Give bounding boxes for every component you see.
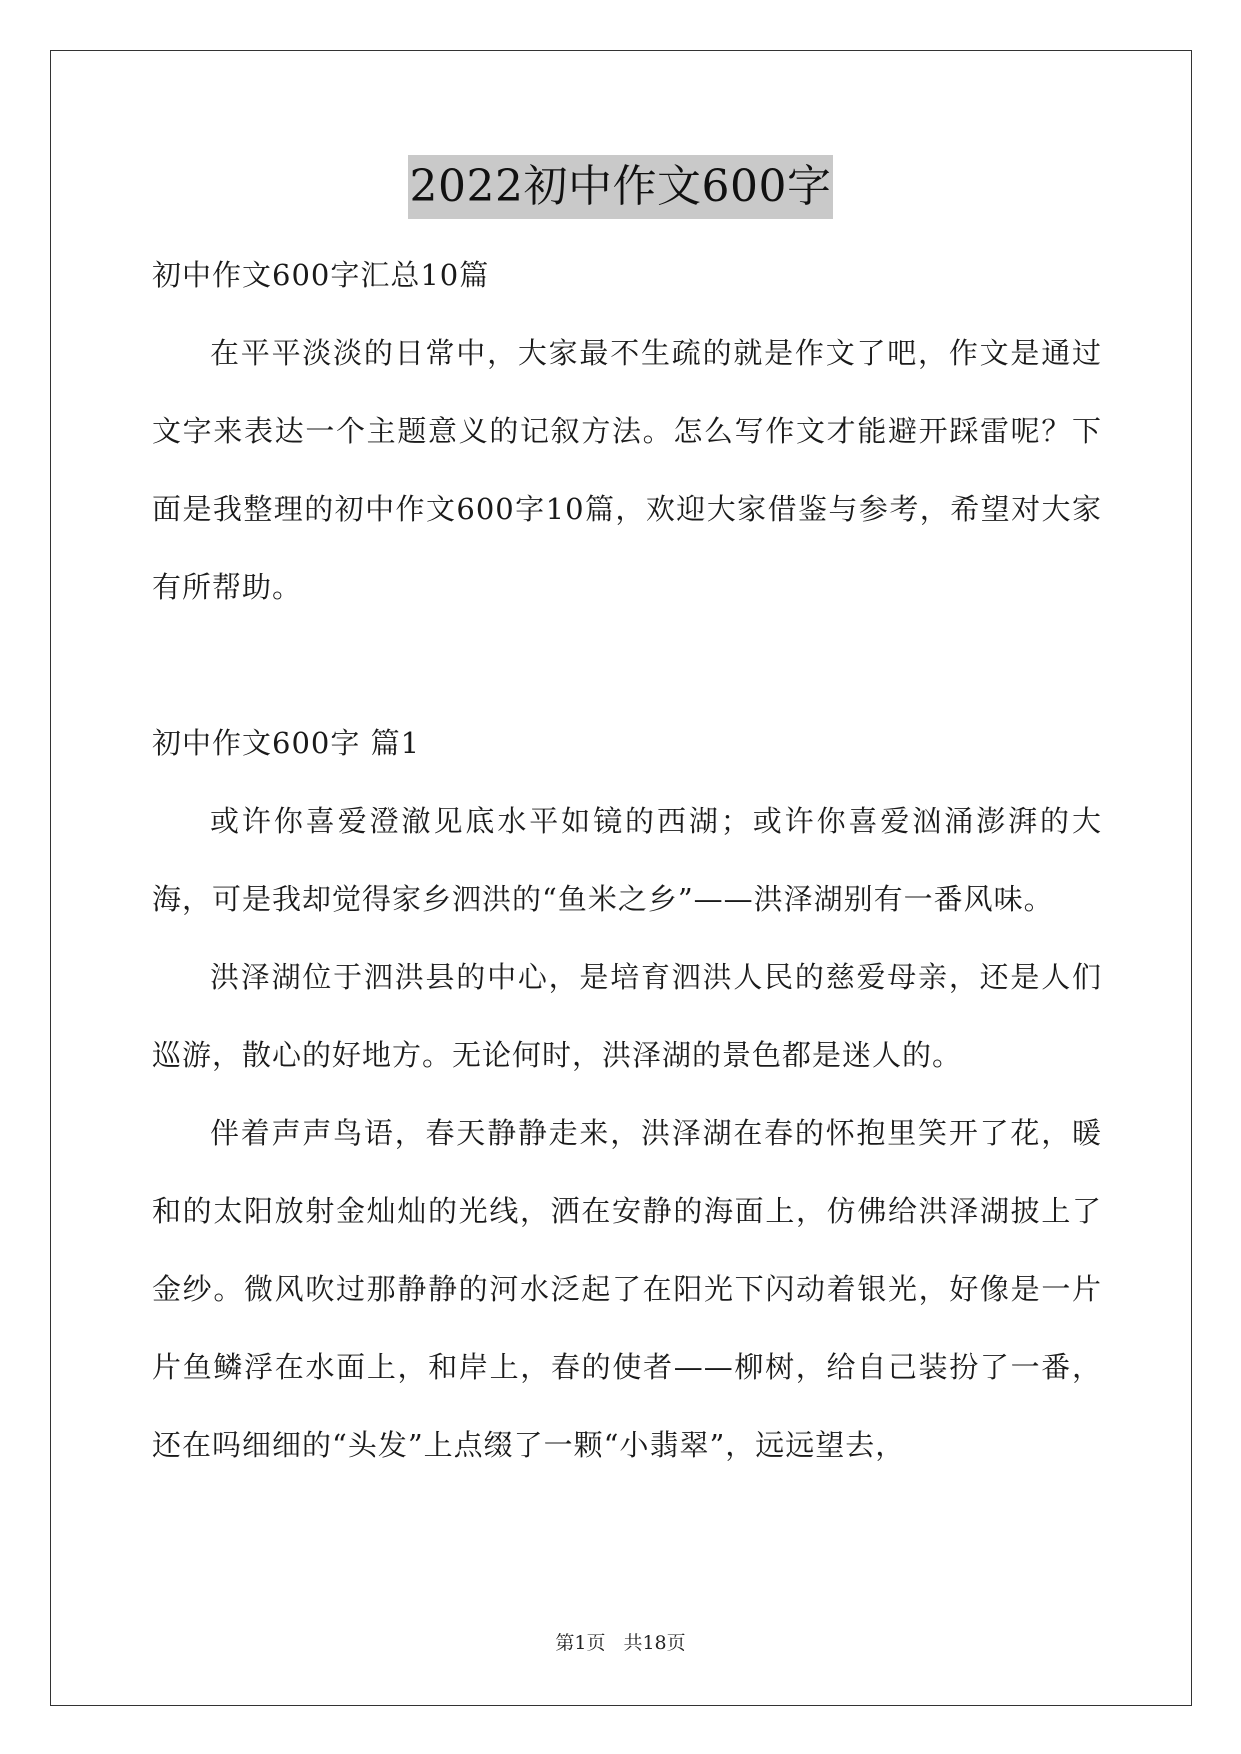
title-container (0, 155, 1241, 219)
document-title: 2022初中作文600字 (408, 155, 834, 219)
body-paragraph-3: 伴着声声鸟语，春天静静走来，洪泽湖在春的怀抱里笑开了花，暖和的太阳放射金灿灿的光线，洒在安静的海面上，仿佛给洪泽湖披上了金纱。微风吹过那静静的河水泛起了在阳光下闪动着银光，好像是一片片鱼鳞浮在水面上，和岸上，春的使者——柳树，给自己装扮了一番，还在吗细细的“头发”上点缀了一颗“小翡翠”，远远望去， (152, 1116, 1102, 1462)
section-spacer (152, 626, 1102, 704)
body-paragraph-1: 或许你喜爱澄澈见底水平如镜的西湖；或许你喜爱汹涌澎湃的大海，可是我却觉得家乡泗洪的“鱼米之乡”——洪泽湖别有一番风味。 (152, 804, 1102, 916)
document-body (152, 236, 1102, 1484)
page-footer (0, 1630, 1241, 1656)
document-subtitle: 初中作文600字汇总10篇 (152, 258, 490, 292)
intro-paragraph: 在平平淡淡的日常中，大家最不生疏的就是作文了吧，作文是通过文字来表达一个主题意义的记叙方法。怎么写作文才能避开踩雷呢？下面是我整理的初中作文600字10篇，欢迎大家借鉴与参考，希望对大家有所帮助。 (152, 336, 1102, 604)
page-number: 第1页 (555, 1632, 606, 1654)
page-total: 共18页 (623, 1632, 686, 1654)
body-paragraph-2: 洪泽湖位于泗洪县的中心，是培育泗洪人民的慈爱母亲，还是人们巡游，散心的好地方。无论何时，洪泽湖的景色都是迷人的。 (152, 960, 1102, 1072)
section-heading: 初中作文600字 篇1 (152, 726, 421, 760)
